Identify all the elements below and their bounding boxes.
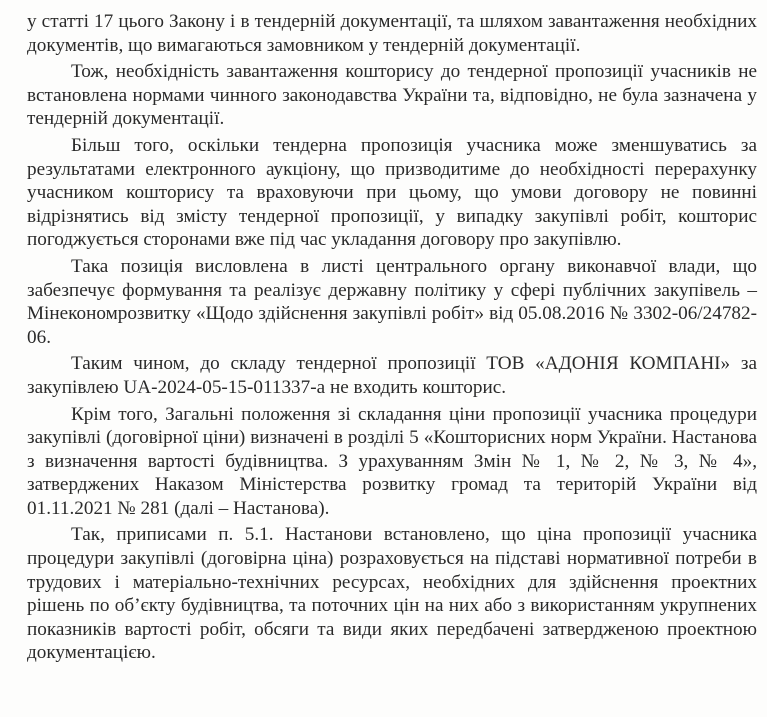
paragraph-general-provisions: Крім того, Загальні положення зі складання ціни пропозиції учасника процедури закупівлі (договірної ціни) визначені в розділі 5 «Кошторисних норм України. Настанова з визначення вартості будівництва. З урахуванням Змін № 1, № 2, № 3, № 4», затверджених Наказом Міністерства розвитку громад та територій України від 01.11.2021 № 281 (далі – Настанова). <box>27 403 757 519</box>
paragraph-ministry-letter: Така позиція висловлена в листі центрального органу виконавчої влади, що забезпечує формування та реалізує державну політику у сфері публічних закупівель – Мінекономрозвитку «Щодо здійснення закупівлі робіт» від 05.08.2016 № 3302-06/24782-06. <box>27 255 757 348</box>
paragraph-estimate-not-required: Тож, необхідність завантаження кошторису до тендерної пропозиції учасників не встановлена нормами чинного законодавства України та, відповідно, не була зазначена у тендерній документації. <box>27 61 757 130</box>
paragraph-auction-recalculation: Більш того, оскільки тендерна пропозиція учасника може зменшуватись за результатами електронного аукціону, що призводитиме до необхідності перерахунку учасником кошторису та враховуючи при цьому, що умови договору не повинні відрізнятись від змісту тендерної пропозиції, у випадку закупівлі робіт, кошторис погоджується сторонами вже під час укладання договору про закупівлю. <box>27 134 757 251</box>
paragraph-clause-5-1: Так, приписами п. 5.1. Настанови встановлено, що ціна пропозиції учасника процедури закупівлі (договірна ціна) розраховується на підставі нормативної потреби в трудових і матеріально-технічних ресурсах, необхідних для здійснення проектних рішень по об’єкту будівництва, та поточних цін на них або з використанням укрупнених показників вартості робіт, обсяги та види яких передбачені затвердженою проектною документацією. <box>27 524 757 664</box>
paragraph-continuation: у статті 17 цього Закону і в тендерній документації, та шляхом завантаження необхідних документів, що вимагаються замовником у тендерній документації. <box>27 11 757 56</box>
document-body <box>27 10 757 665</box>
paragraph-conclusion: Таким чином, до складу тендерної пропозиції ТОВ «АДОНІЯ КОМПАНІ» за закупівлею UA-2024-05-15-011337-а не входить кошторис. <box>27 353 757 398</box>
